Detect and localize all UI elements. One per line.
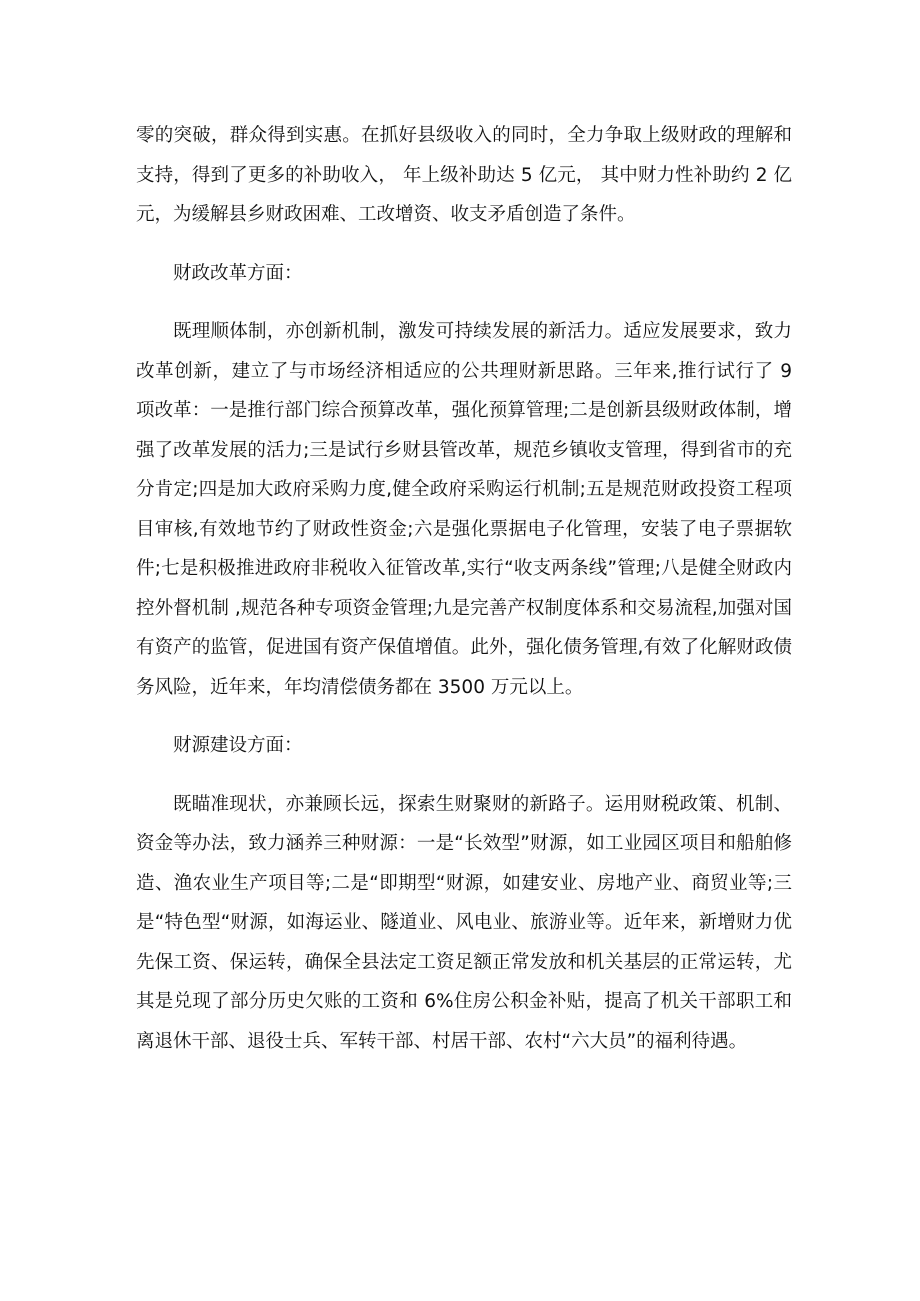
paragraph-continuation: 零的突破，群众得到实惠。在抓好县级收入的同时，全力争取上级财政的理解和支持，得到了更多的补助收入， 年上级补助达 5 亿元， 其中财力性补助约 2 亿元，为缓解县乡财政困难、工改增资、收支矛盾创造了条件。 bbox=[136, 125, 792, 225]
document-body bbox=[136, 116, 792, 1061]
section-heading-fiscal-reform: 财政改革方面： bbox=[173, 262, 303, 284]
paragraph-revenue-source: 既瞄准现状，亦兼顾长远，探索生财聚财的新路子。运用财税政策、机制、资金等办法，致力涵养三种财源：一是“长效型”财源，如工业园区项目和船舶修造、渔农业生产项目等;二是“即期型“财源，如建安业、房地产业、商贸业等;三是“特色型“财源，如海运业、隧道业、风电业、旅游业等。近年来，新增财力优先保工资、保运转，确保全县法定工资足额正常发放和机关基层的正常运转，尤其是兑现了部分历史欠账的工资和 6%住房公积金补贴，提高了机关干部职工和离退休干部、退役士兵、军转干部、村居干部、农村“六大员”的福利待遇。 bbox=[136, 793, 792, 1052]
section-heading-revenue-source: 财源建设方面： bbox=[173, 735, 303, 756]
paragraph-fiscal-reform: 既理顺体制，亦创新机制，激发可持续发展的新活力。适应发展要求，致力改革创新，建立了与市场经济相适应的公共理财新思路。三年来,推行试行了 9 项改革：一是推行部门综合预算改革，强化预算管理;二是创新县级财政体制，增强了改革发展的活力;三是试行乡财县管改革，规范乡镇收支管理，得到省市的充分肯定;四是加大政府采购力度,健全政府采购运行机制;五是规范财政投资工程项目审核,有效地节约了财政性资金;六是强化票据电子化管理，安装了电子票据软件;七是积极推进政府非税收入征管改革,实行“收支两条线”管理;八是健全财政内控外督机制 ,规范各种专项资金管理;九是完善产权制度体系和交易流程,加强对国有资产的监管，促进国有资产保值增值。此外，强化债务管理,有效了化解财政债务风险，近年来，年均清偿债务都在 3500 万元以上。 bbox=[136, 321, 792, 698]
